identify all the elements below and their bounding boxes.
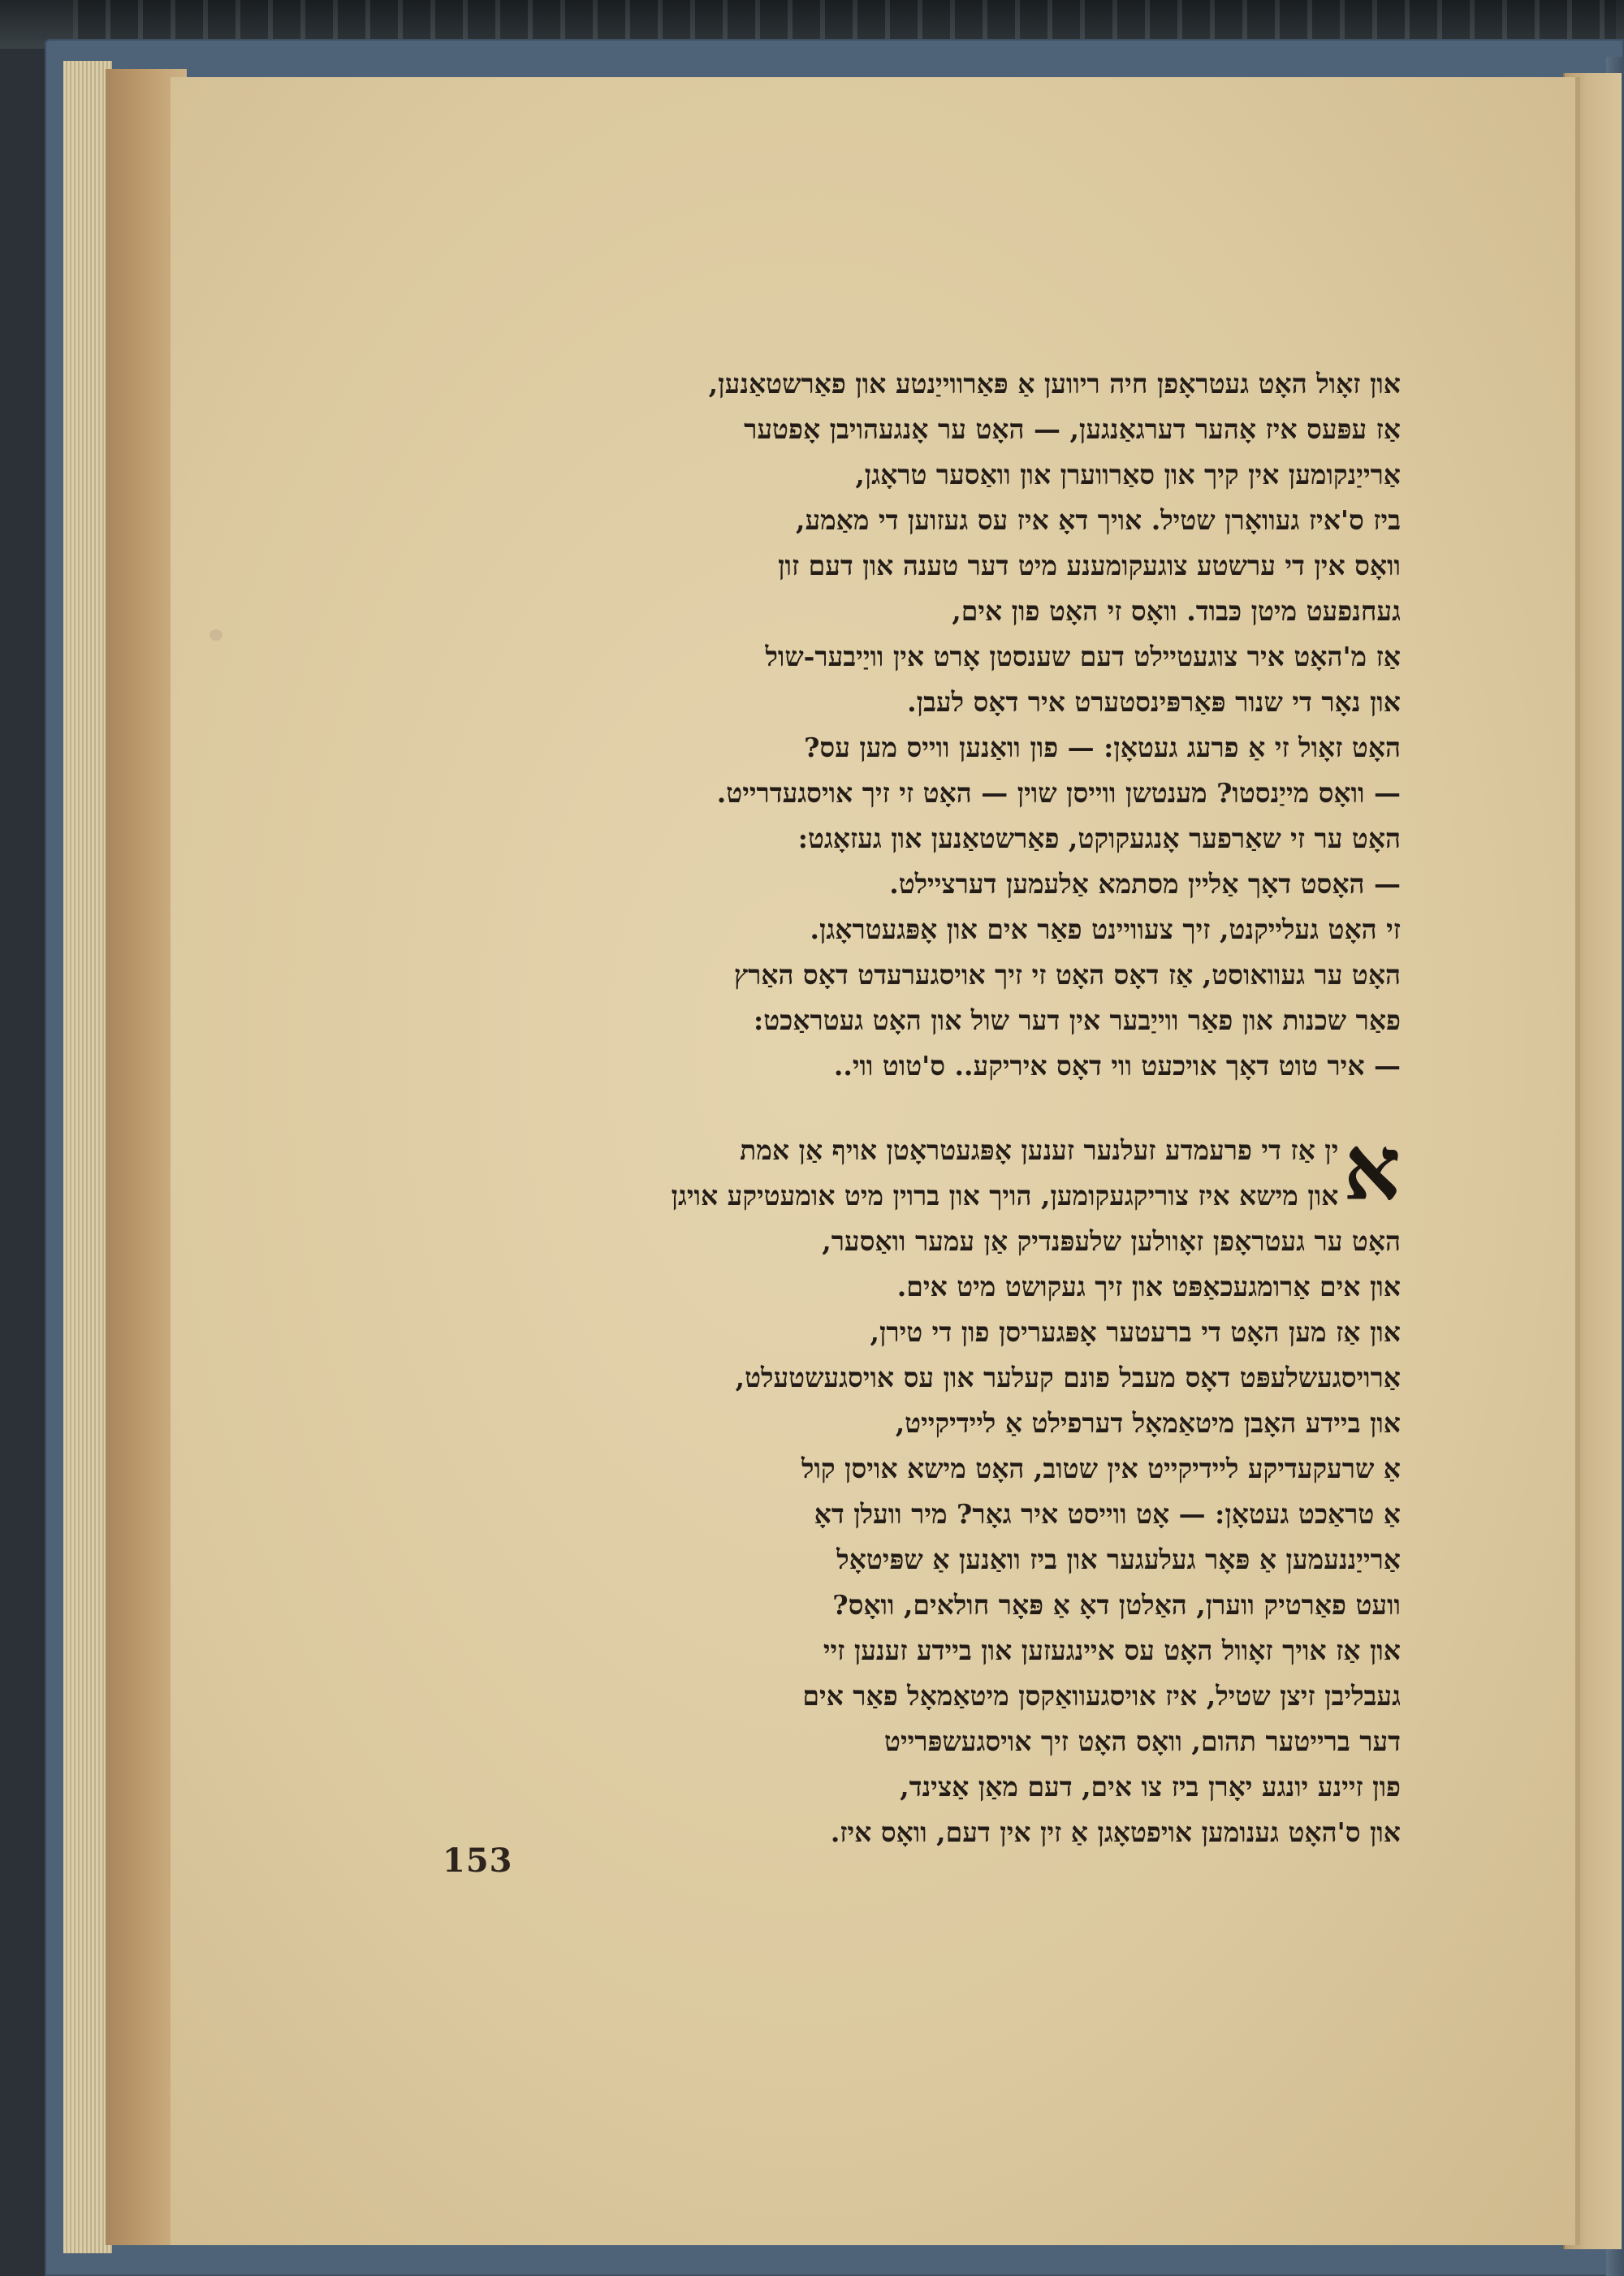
backdrop-stripes — [73, 0, 1616, 45]
text-line: געבליבן זיצן שטיל, איז אויסגעוואַקסן מיטאַמאָל פאַר אים — [802, 1680, 1401, 1712]
text-line: וועט פאַרטיק ווערן, האַלטן דאָ אַ פּאָר חולאים, וואָס? — [832, 1589, 1401, 1621]
text-line: האָט ער זי שאַרפער אָנגעקוקט, פאַרשטאַנען און געזאָגט: — [797, 823, 1401, 854]
text-line: פאַר שכנות און פאַר ווייַבער אין דער שול און האָט געטראַכט: — [754, 1004, 1401, 1036]
text-line: זי האָט געלייקנט, זיך צעוויינט פאַר אים און אָפּגעטראָגן. — [810, 913, 1401, 945]
text-line: ין אַז די פרעמדע זעלנער זענען אָפּגעטראָטן אויף אַן אמת — [740, 1134, 1339, 1166]
page-stack-edge — [63, 61, 112, 2253]
text-line: — וואָס מייַנסטו? מענטשן ווייסן שוין — האָט זי זיך אויסגעדרייט. — [716, 777, 1401, 809]
text-line: און זאָול האָט געטראָפן חיה ריווען אַ פּאַרווייַנטע און פאַרשטאַנען, — [708, 368, 1401, 399]
stanza-2 — [438, 1116, 1401, 1855]
paper-speck — [209, 629, 222, 641]
drop-cap-row — [438, 1116, 1401, 1220]
text-block — [438, 361, 1401, 1855]
text-line: פון זיינע יונגע יאָרן ביז צו אים, דעם מאַן אַצינד, — [900, 1771, 1401, 1803]
text-line: דער ברייטער תהום, וואָס האָט זיך אויסגעשפּרייט — [884, 1725, 1401, 1757]
text-line: און אים אַרומגעכאַפּט און זיך געקושט מיט אים. — [896, 1271, 1401, 1302]
text-line: און מישא איז צוריקגעקומען, הויך און ברוין מיט אומעטיקע אויגן — [671, 1180, 1339, 1211]
text-line: אַרייַננעמען אַ פּאָר געלעגער און ביז וואַנען אַ שפּיטאָל — [836, 1544, 1401, 1575]
page-number: 153 — [443, 1842, 513, 1880]
text-line: האָט ער געטראָפן זאָוולען שלעפּנדיק אַן עמער וואַסער, — [822, 1225, 1401, 1257]
text-line: האָט זאָול זי אַ פרעג געטאָן: — פון וואַנען ווייס מען עס? — [804, 732, 1401, 763]
text-line: אַז עפּעס איז אָהער דערגאַנגען, — האָט ער אָנגעהויבן אָפטער — [744, 413, 1401, 445]
drop-cap: א — [1343, 1116, 1401, 1220]
text-line: האָט ער געוואוסט, אַז דאָס האָט זי זיך אויסגערעדט דאָס האַרץ — [733, 959, 1401, 991]
text-line: און אַז אויך זאָוול האָט עס איינגעזען און ביידע זענען זיי — [823, 1635, 1401, 1666]
stanza-1 — [438, 361, 1401, 1089]
text-line: אַז מ'האָט איר צוגעטיילט דעם שענסטן אָרט אין וויַיבער-שול — [765, 641, 1401, 672]
text-line: אַרייַנקומען אין קיך און סאַרווערן און וואַסער טראָגן, — [855, 459, 1401, 490]
text-line: אַ טראַכט געטאָן: — אָט ווייסט איר גאָר? מיר וועלן דאָ — [814, 1498, 1401, 1530]
text-line: — האָסט דאָך אַליין מסתמא אַלעמען דערציילט. — [889, 868, 1401, 900]
text-line: און ביידע האָבן מיטאַמאָל דערפילט אַ ליידיקייט, — [895, 1407, 1401, 1439]
text-line: און נאָר די שנור פּאַרפּינסטערט איר דאָס לעבן. — [907, 686, 1401, 718]
text-line: אַ שרעקעדיקע ליידיקייט אין שטוב, האָט מישא אויסן קול — [801, 1453, 1401, 1484]
text-line: וואָס אין די ערשטע צוגעקומענע מיט דער טענה און דעם זון — [778, 550, 1401, 581]
text-line: און אַז מען האָט די ברעטער אָפּגעריסן פון די טירן, — [870, 1316, 1401, 1348]
text-line: ביז ס'איז געוואָרן שטיל. אויך דאָ איז עס געזוען די מאַמע, — [795, 504, 1401, 536]
text-line: און ס'האָט גענומען אויפטאָגן אַ זין אין דעם, וואָס איז. — [830, 1816, 1401, 1848]
text-line: — איר טוט דאָך אויכעט ווי דאָס איריקע.. ס'טוט ווי.. — [833, 1050, 1401, 1082]
text-line: געחנפעט מיטן כּבוד. וואָס זי האָט פון אים, — [952, 595, 1401, 627]
text-line: אַרויסגעשלעפּט דאָס מעבל פונם קעלער און עס אויסגעשטעלט, — [735, 1362, 1401, 1393]
